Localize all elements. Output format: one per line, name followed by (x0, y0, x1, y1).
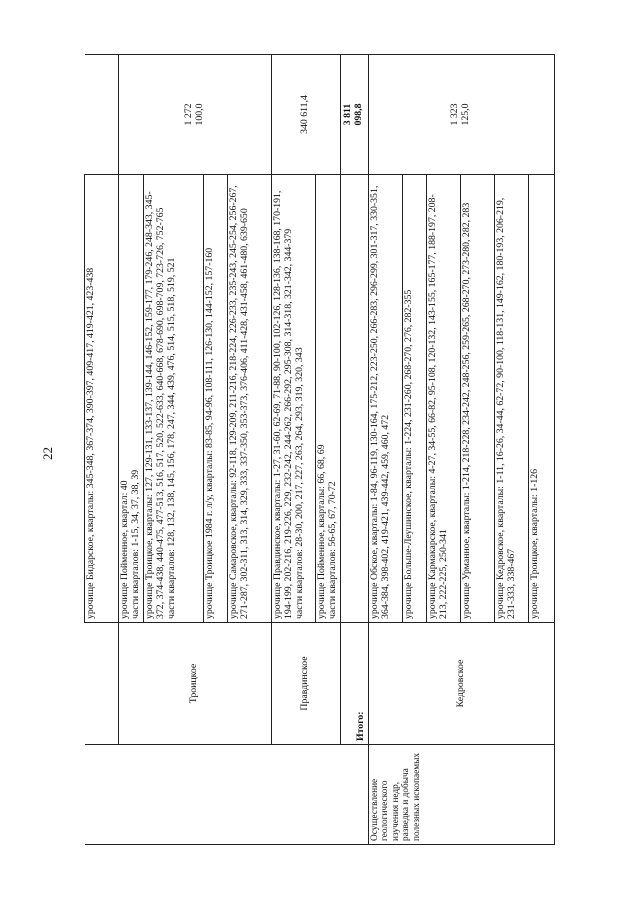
area-total-troitskoe: 1 272 100,0 (119, 55, 272, 175)
area-cell: урочище Троицкое 1984 г. л/у, кварталы: 83-85, 94-96, 108-111, 126-130, 144-152, 157-160 (203, 175, 227, 623)
area-total-cell-empty (85, 55, 119, 175)
area-total-kedrovskoe: 1 323 125,0 (368, 55, 554, 175)
table-row (271, 55, 315, 845)
area-cell: урочище Кедровское, кварталы: 1-11, 16-26, 34-44, 62-72, 90-100, 118-131, 149-162, 180-193, 206-219, 231-333, 338-467 (494, 175, 528, 623)
forest-use-table (84, 54, 555, 845)
area-line: урочище Пойменное, кварталы: 66, 68, 69 (315, 444, 327, 619)
area-cell (271, 175, 315, 623)
area-line: части кварталов: 1-15, 34, 37, 38, 39 (129, 469, 141, 619)
area-total-pravdinskoe: 340 611,4 (271, 55, 340, 175)
area-cell: урочище Кармакарское, кварталы: 4-27, 34-55, 66-82, 95-108, 120-132, 143-155, 165-177, 188-197, 208-213, 222-225, 250-341 (426, 175, 460, 623)
area-line: части кварталов: 56-65, 67, 70-72 (326, 481, 338, 619)
area-cell (315, 175, 340, 623)
purpose-cell-empty (227, 745, 271, 845)
purpose-cell-empty (315, 745, 340, 845)
purpose-cell-empty (119, 745, 144, 845)
forest-use-table-frame (84, 55, 554, 845)
table-row (368, 55, 402, 845)
area-line: урочище Пойменное, квартал: 40 (119, 480, 130, 619)
area-cell: урочище Самаровское, кварталы: 92-118, 129-209, 211-216, 218-224, 226-233, 235-243, 245-254, 256-267, 271-287, 302-311, 313, 314, 329, 333, 337-350, 353-373, 376-406, 411-428, 431-458, 461-480, 639-650 (227, 175, 271, 623)
area-cell: урочище Обское, кварталы: 1-84, 96-119, 130-164, 175-212, 223-250, 266-283, 296-299, 301-317, 330-351, 364-384, 398-402, 419-421, 439-442, 459, 460, 472 (368, 175, 402, 623)
area-cell: урочище Троицкое, кварталы: 1-126 (528, 175, 554, 623)
area-cell: урочище Больше-Леушинское, кварталы: 1-224, 231-260, 268-270, 276, 282-355 (402, 175, 426, 623)
forestry-name-pravdinskoe: Правдинское (271, 623, 340, 745)
area-cell: урочище Бидарское, кварталы: 345-348, 367-374, 390-397, 409-417, 419-421, 423-438 (85, 175, 119, 623)
purpose-cell-empty (203, 745, 227, 845)
total-label: Итого: (340, 623, 368, 745)
forestry-name-troitskoe: Троицкое (119, 623, 272, 745)
area-line: урочище Правдинское, кварталы: 1-27, 31-60, 62-69, 71-88, 90-100, 102-126, 128-136, 138-168, 170-191, 194-199, 202-216, 219-226, 229, 232-242, 244-262, 266-292, 295-308, 314-318, 321-342, 344-379 (271, 190, 294, 619)
grand-total: 3 811 098,8 (340, 55, 368, 175)
area-cell: урочище Урманное, кварталы: 1-214, 218-228, 234-242, 248-256, 259-265, 268-270, 273-280, 282, 283 (460, 175, 494, 623)
purpose-cell-empty (271, 745, 315, 845)
area-line: урочище Троицкое, кварталы: 127, 129-131, 133-137, 139-144, 146-152, 159-177, 179-246, 248-343, 345-372, 374-438, 440-475, 477-513, 516, 517, 520, 522-633, 640-668, 678-690, 698-709, 723-726, 752-765 (143, 191, 166, 619)
forestry-cell-empty (85, 623, 119, 745)
total-row (340, 55, 368, 845)
area-cell (119, 175, 144, 623)
area-line: части кварталов: 128, 132, 138, 145, 156, 178, 247, 344, 439, 476, 514, 515, 518, 519, 521 (165, 257, 177, 619)
page-number: 22 (40, 447, 55, 460)
area-line: части кварталов: 28-30, 200, 217, 227, 263, 264, 293, 319, 320, 343 (293, 347, 305, 619)
purpose-cell-empty (85, 745, 119, 845)
purpose-cell-empty (143, 745, 203, 845)
table-row (119, 55, 144, 845)
forestry-name-kedrovskoe: Кедровское (368, 623, 554, 745)
table-row (85, 55, 119, 845)
total-area-cell-empty (340, 175, 368, 623)
area-cell (143, 175, 203, 623)
purpose-cell-empty (340, 745, 368, 845)
purpose-cell: Осуществление геологического изучения недр, разведка и добыча полезных ископаемых (368, 745, 554, 845)
